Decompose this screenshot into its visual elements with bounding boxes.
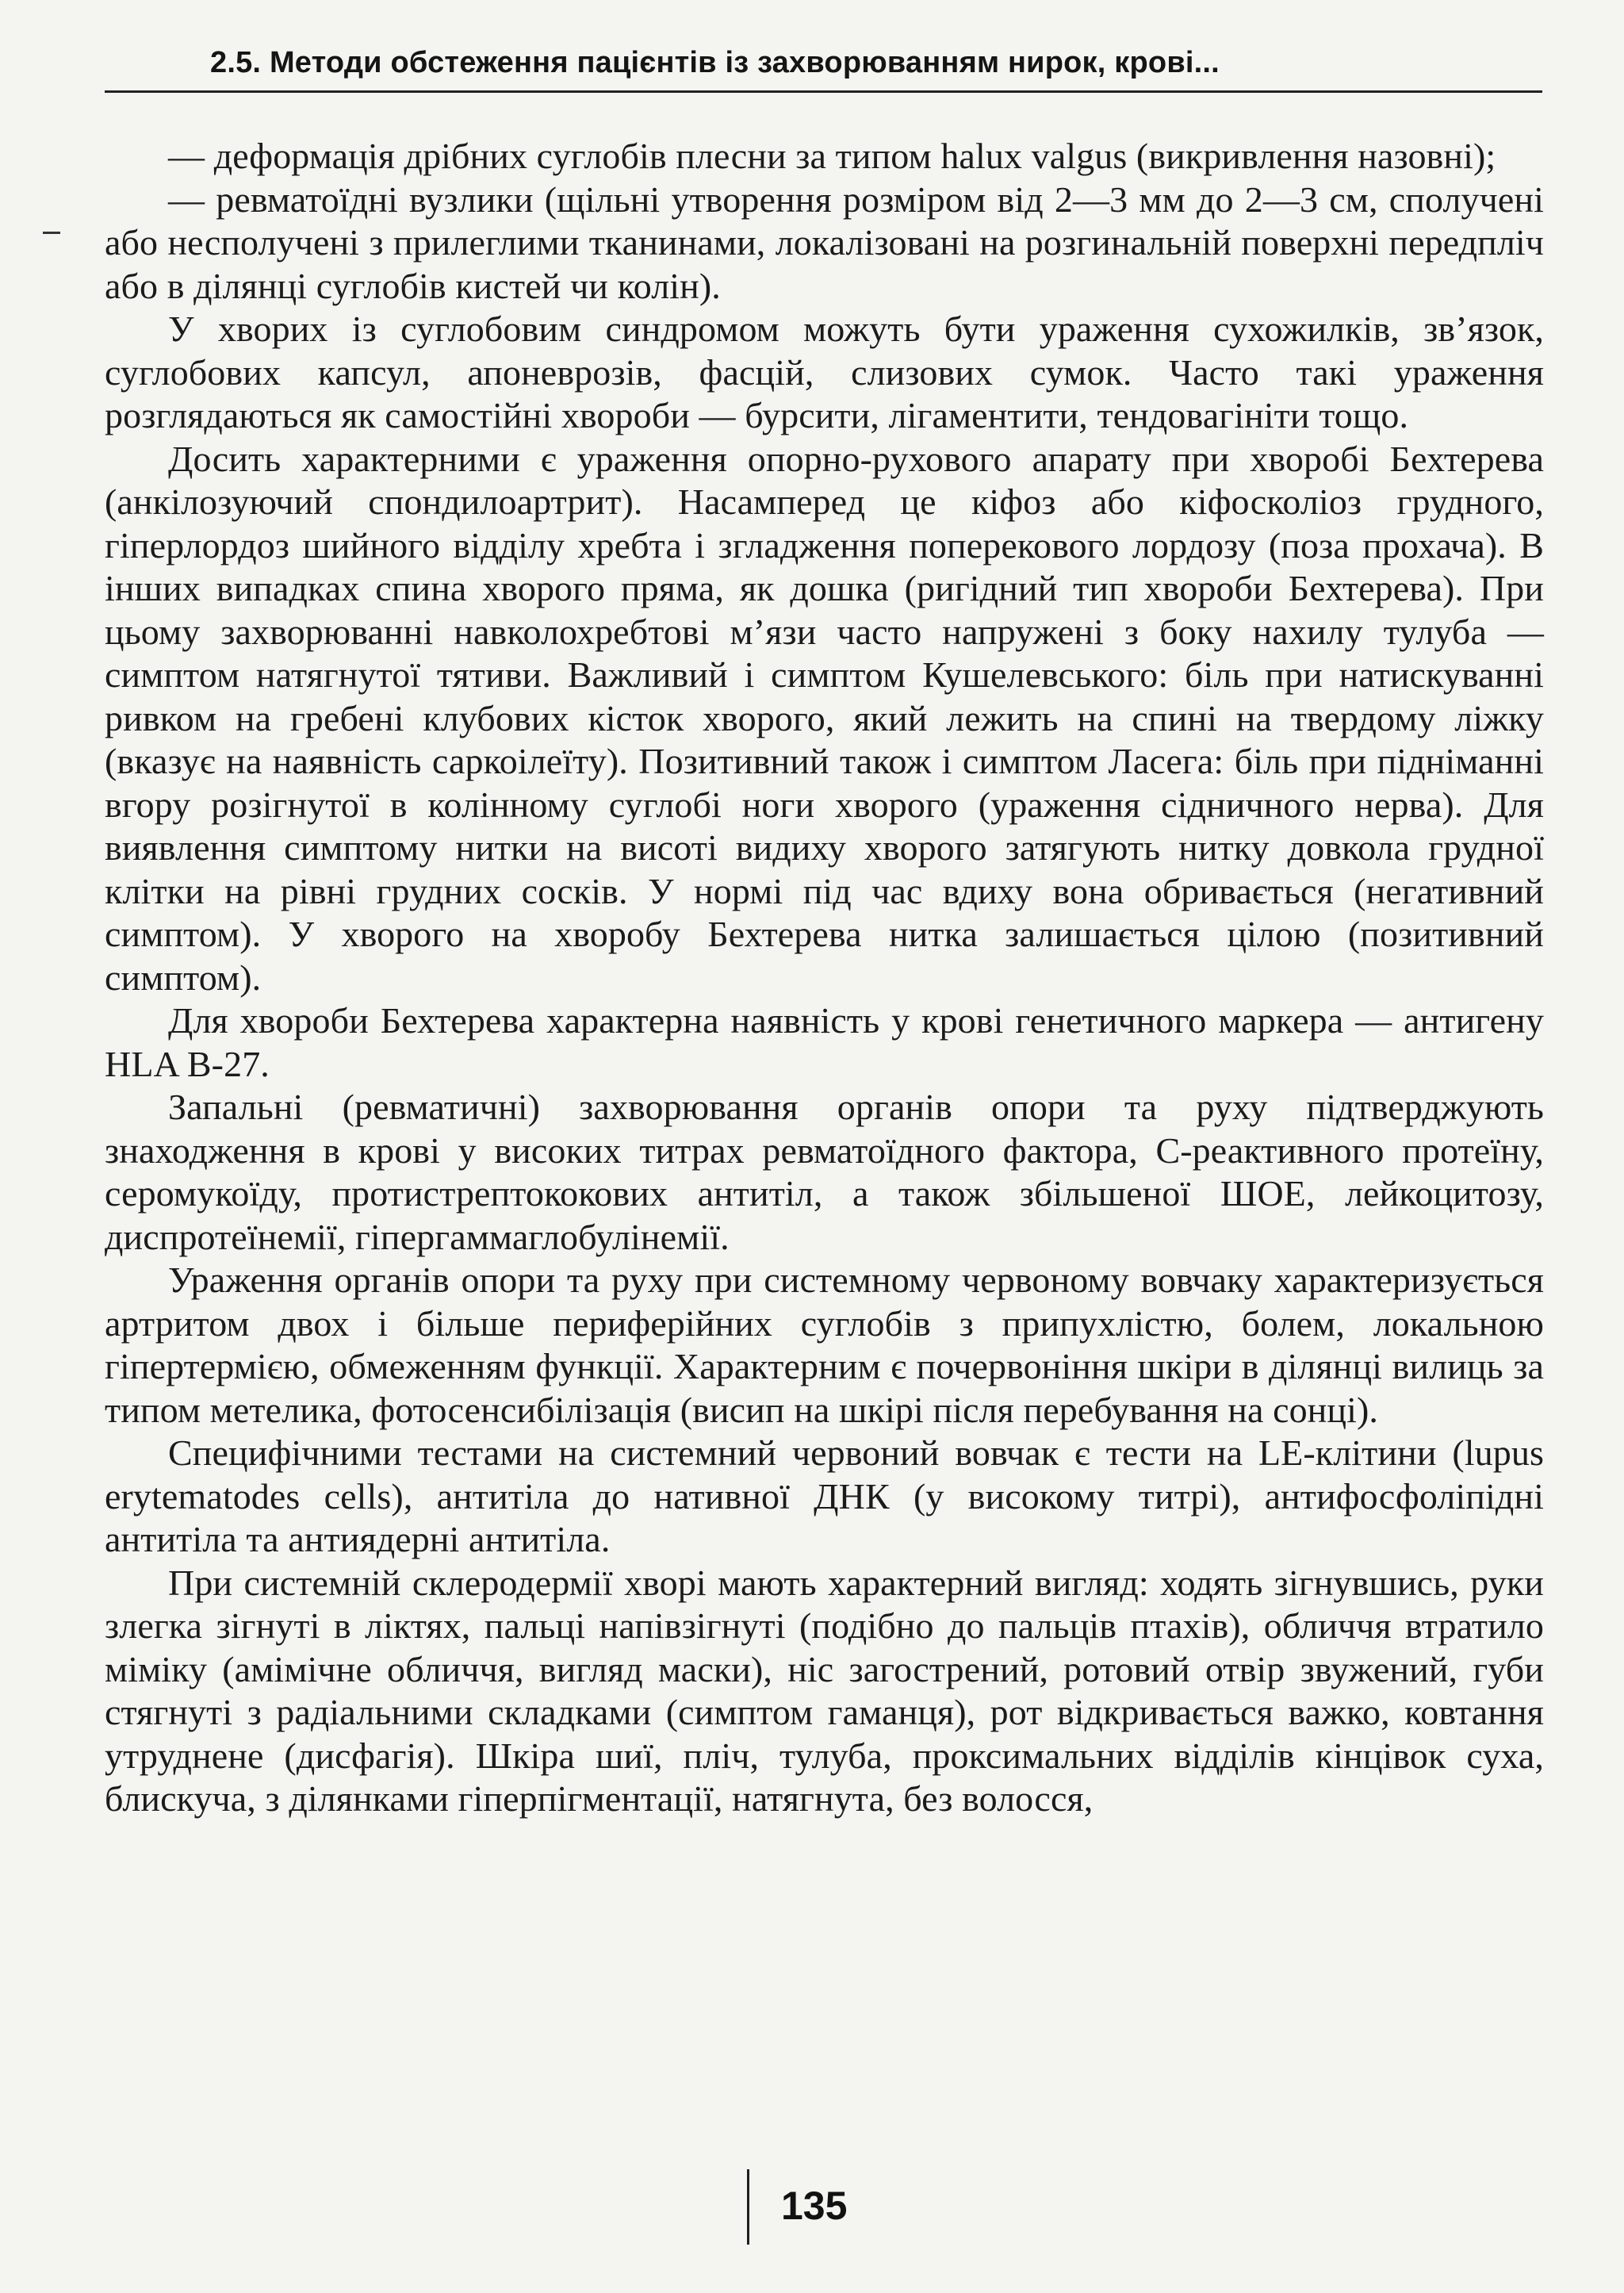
body-text [105,135,1544,1821]
margin-mark [43,232,60,234]
paragraph-3: У хворих із суглобовим синдромом можуть бути ураження сухожилків, зв’язок, суглобових капсул, апоневрозів, фасцій, слизових сумок. Часто такі ураження розглядаються як самостійні хвороби — бурсити, лігаментити, тендовагініти тощо. [105,309,1544,435]
paragraph-9: При системній склеродермії хворі мають характерний вигляд: ходять зігнувшись, руки злегка зігнуті в ліктях, пальці напівзігнуті (подібно до пальців птахів), обличчя втратило міміку (амімічне обличчя, вигляд маски), ніс загострений, ротовий отвір звужений, губи стягнуті з радіальними складками (симптом гаманця), рот відкривається важко, ковтання утруднене (дисфагія). Шкіра шиї, пліч, тулуба, проксимальних відділів кінцівок суха, блискуча, з ділянками гіперпігментації, натягнута, без волосся, [105,1562,1544,1819]
paragraph-8: Специфічними тестами на системний червоний вовчак є тести на LE-клітини (lupus erytematodes cells), антитіла до нативної ДНК (у високому титрі), антифосфоліпідні антитіла та антиядерні антитіла. [105,1432,1544,1559]
paragraph-6: Запальні (ревматичні) захворювання органів опори та руху підтверджують знаходження в крові у високих титрах ревматоїдного фактора, С-реактивного протеїну, серомукоїду, протистрептококових антитіл, а також збільшеної ШОЕ, лейкоцитозу, диспротеїнемії, гіпергаммаглобулінемії. [105,1087,1544,1257]
paragraph-7: Ураження органів опори та руху при системному червоному вовчаку характеризується артритом двох і більше периферійних суглобів з припухлістю, болем, локальною гіпертермією, обмеженням функції. Характерним є почервоніння шкіри в ділянці вилиць за типом метелика, фотосенсибілізація (висип на шкірі після перебування на сонці). [105,1260,1544,1430]
paragraph-5: Для хвороби Бехтерева характерна наявність у крові генетичного маркера — антигену HLA B-27. [105,1000,1544,1084]
header-rule [105,90,1542,93]
paragraph-2: — ревматоїдні вузлики (щільні утворення розміром від 2—3 мм до 2—3 см, сполучені або несполучені з прилеглими тканинами, локалізовані на розгинальній поверхні передпліч або в ділянці суглобів кистей чи колін). [105,178,1544,306]
paragraph-4: Досить характерними є ураження опорно-рухового апарату при хворобі Бехтерева (анкілозуючий спондилоартрит). Насамперед це кіфоз або кіфосколіоз грудного, гіперлордоз шийного відділу хребта і згладження поперекового лордозу (поза прохача). В інших випадках спина хворого пряма, як дошка (ригідний тип хвороби Бехтерева). При цьому захворюванні навколохребтові м’язи часто напружені з боку нахилу тулуба — симптом натягнутої тятиви. Важливий і симптом Кушелевського: біль при натискуванні ривком на гребені клубових кісток хворого, який лежить на спині на твердому ліжку (вказує на наявність саркоілеїту). Позитивний також і симптом Ласега: біль при підніманні вгору розігнутої в колінному суглобі ноги хворого (ураження сідничного нерва). Для виявлення симптому нитки на висоті видиху хворого затягують нитку довкола грудної клітки на рівні грудних сосків. У нормі під час вдиху вона обривається (негативний симптом). У хворого на хворобу Бехтерева нитка залишається цілою (позитивний симптом). [105,438,1544,998]
page-number: 135 [781,2184,848,2228]
running-header: 2.5. Методи обстеження пацієнтів із захворюванням нирок, крові... [210,46,1220,79]
paragraph-1: — деформація дрібних суглобів плесни за типом halux valgus (викривлення назовні); [168,136,1496,176]
footer-rule [747,2169,749,2245]
